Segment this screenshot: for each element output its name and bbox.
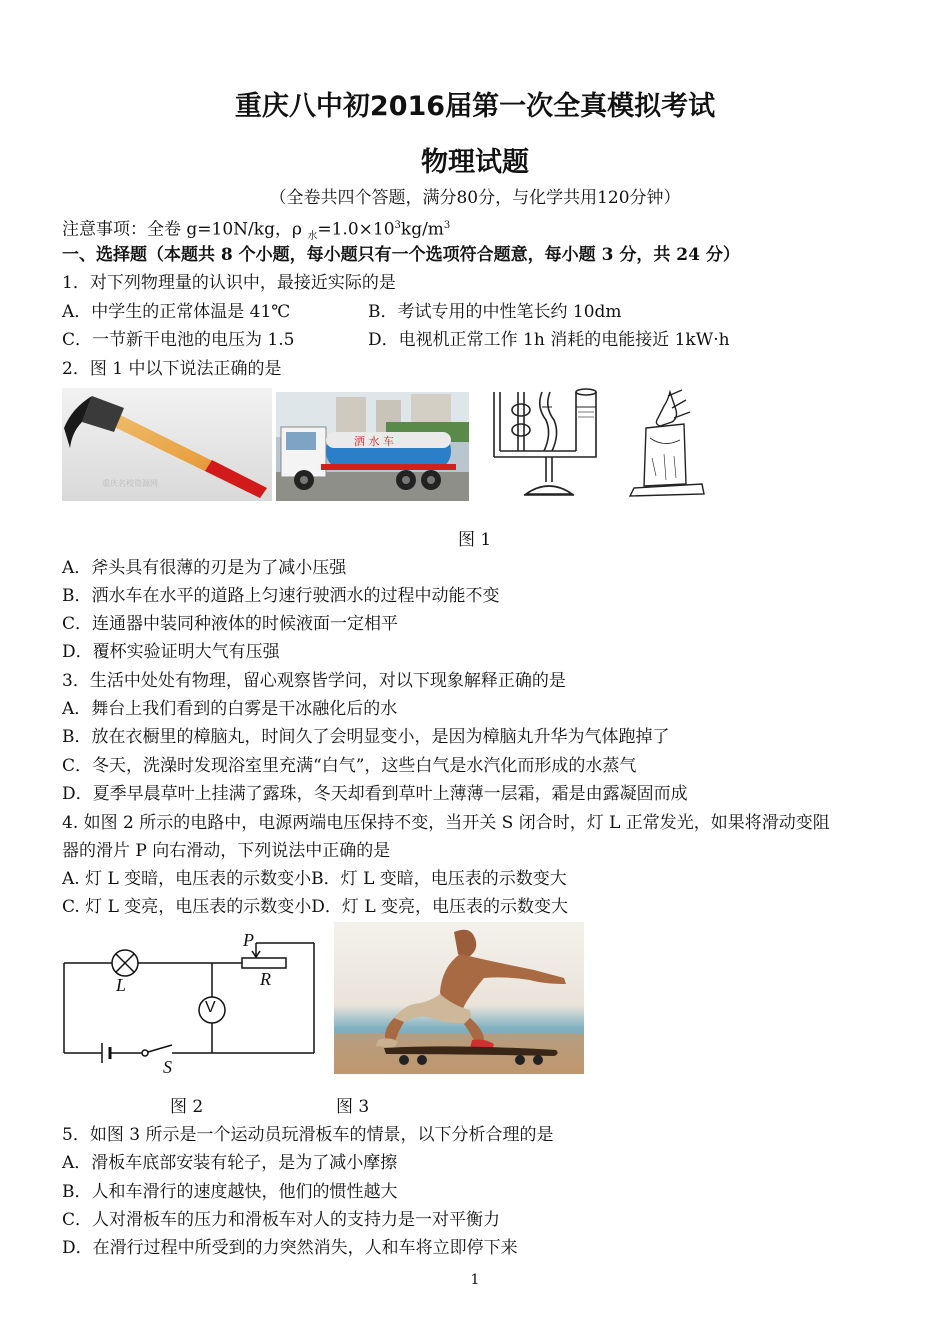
label-s: S <box>163 1057 172 1077</box>
label-v: V <box>205 999 216 1016</box>
q4-options-ab: A. 灯 L 变暗，电压表的示数变小B．灯 L 变暗，电压表的示数变大 <box>62 869 567 889</box>
exam-info: （全卷共四个答题，满分80分，与化学共用120分钟） <box>269 188 681 208</box>
notice-prefix: 注意事项：全卷 g=10N/kg，ρ <box>62 219 308 240</box>
fig2-caption: 图 2 <box>170 1097 204 1117</box>
q2-stem: 2．图 1 中以下说法正确的是 <box>62 359 282 379</box>
exam-title: 重庆八中初2016届第一次全真模拟考试 <box>234 91 716 122</box>
page-number: 1 <box>470 1272 480 1288</box>
notice-suffix: kg/m <box>400 219 444 240</box>
axe-photo <box>62 388 272 501</box>
connected-vessels-drawing <box>486 382 604 502</box>
circuit-diagram <box>60 930 322 1080</box>
q1-option-c: C．一节新干电池的电压为 1.5 <box>62 330 295 350</box>
label-r: R <box>260 969 271 989</box>
inverted-cup-drawing <box>624 388 706 500</box>
q2-option-c: C．连通器中装同种液体的时候液面一定相平 <box>62 614 399 634</box>
q3-stem: 3．生活中处处有物理，留心观察皆学问，对以下现象解释正确的是 <box>62 671 566 691</box>
q3-option-b: B．放在衣橱里的樟脑丸，时间久了会明显变小，是因为樟脑丸升华为气体跑掉了 <box>62 727 670 747</box>
water-truck-photo <box>276 392 469 501</box>
q5-option-c: C．人对滑板车的压力和滑板车对人的支持力是一对平衡力 <box>62 1210 501 1230</box>
notice-sup: 3 <box>394 220 401 231</box>
q3-option-a: A．舞台上我们看到的白雾是干冰融化后的水 <box>62 699 398 719</box>
q2-option-a: A．斧头具有很薄的刃是为了减小压强 <box>62 558 347 578</box>
fig3-caption: 图 3 <box>336 1097 370 1117</box>
watermark-text: 重庆名校资源网 <box>102 479 158 488</box>
notice-sup2: 3 <box>443 220 451 231</box>
label-l: L <box>116 975 127 995</box>
q4-options-cd: C. 灯 L 变亮，电压表的示数变小D．灯 L 变亮，电压表的示数变大 <box>62 897 569 917</box>
q5-option-b: B．人和车滑行的速度越快，他们的惯性越大 <box>62 1182 398 1202</box>
rheostat-icon <box>242 958 286 968</box>
q1-option-a: A．中学生的正常体温是 41℃ <box>62 302 291 322</box>
notice-sub: 水 <box>307 231 318 243</box>
subject-title: 物理试题 <box>421 147 529 178</box>
q5-option-d: D．在滑行过程中所受到的力突然消失，人和车将立即停下来 <box>62 1238 518 1258</box>
truck-label: 洒 水 车 <box>354 435 394 448</box>
q1-option-b: B．考试专用的中性笔长约 10dm <box>368 302 622 322</box>
q5-stem: 5．如图 3 所示是一个运动员玩滑板车的情景，以下分析合理的是 <box>62 1125 554 1145</box>
q1-option-d: D．电视机正常工作 1h 消耗的电能接近 1kW·h <box>368 330 730 350</box>
q4-stem-line1: 4. 如图 2 所示的电路中，电源两端电压保持不变，当开关 S 闭合时，灯 L 正常发光，如果将滑动变阻 <box>62 813 830 833</box>
fig1-caption: 图 1 <box>458 530 492 550</box>
q1-stem: 1．对下列物理量的认识中，最接近实际的是 <box>62 273 396 293</box>
q2-option-b: B．洒水车在水平的道路上匀速行驶洒水的过程中动能不变 <box>62 586 500 606</box>
label-p: P <box>243 930 254 950</box>
q2-option-d: D．覆杯实验证明大气有压强 <box>62 642 280 662</box>
notice-mid: =1.0×10 <box>317 219 395 240</box>
switch-icon <box>142 1050 148 1056</box>
q5-option-a: A．滑板车底部安装有轮子，是为了减小摩擦 <box>62 1153 398 1173</box>
section-heading: 一、选择题（本题共 8 个小题，每小题只有一个选项符合题意，每小题 3 分，共 24 分） <box>62 245 740 265</box>
q3-option-c: C．冬天，洗澡时发现浴室里充满“白气”，这些白气是水汽化而形成的水蒸气 <box>62 756 637 776</box>
q3-option-d: D．夏季早晨草叶上挂满了露珠，冬天却看到草叶上薄薄一层霜，霜是由露凝固而成 <box>62 784 688 804</box>
skateboarder-photo <box>334 922 584 1074</box>
q4-stem-line2: 器的滑片 P 向右滑动，下列说法中正确的是 <box>62 841 391 861</box>
